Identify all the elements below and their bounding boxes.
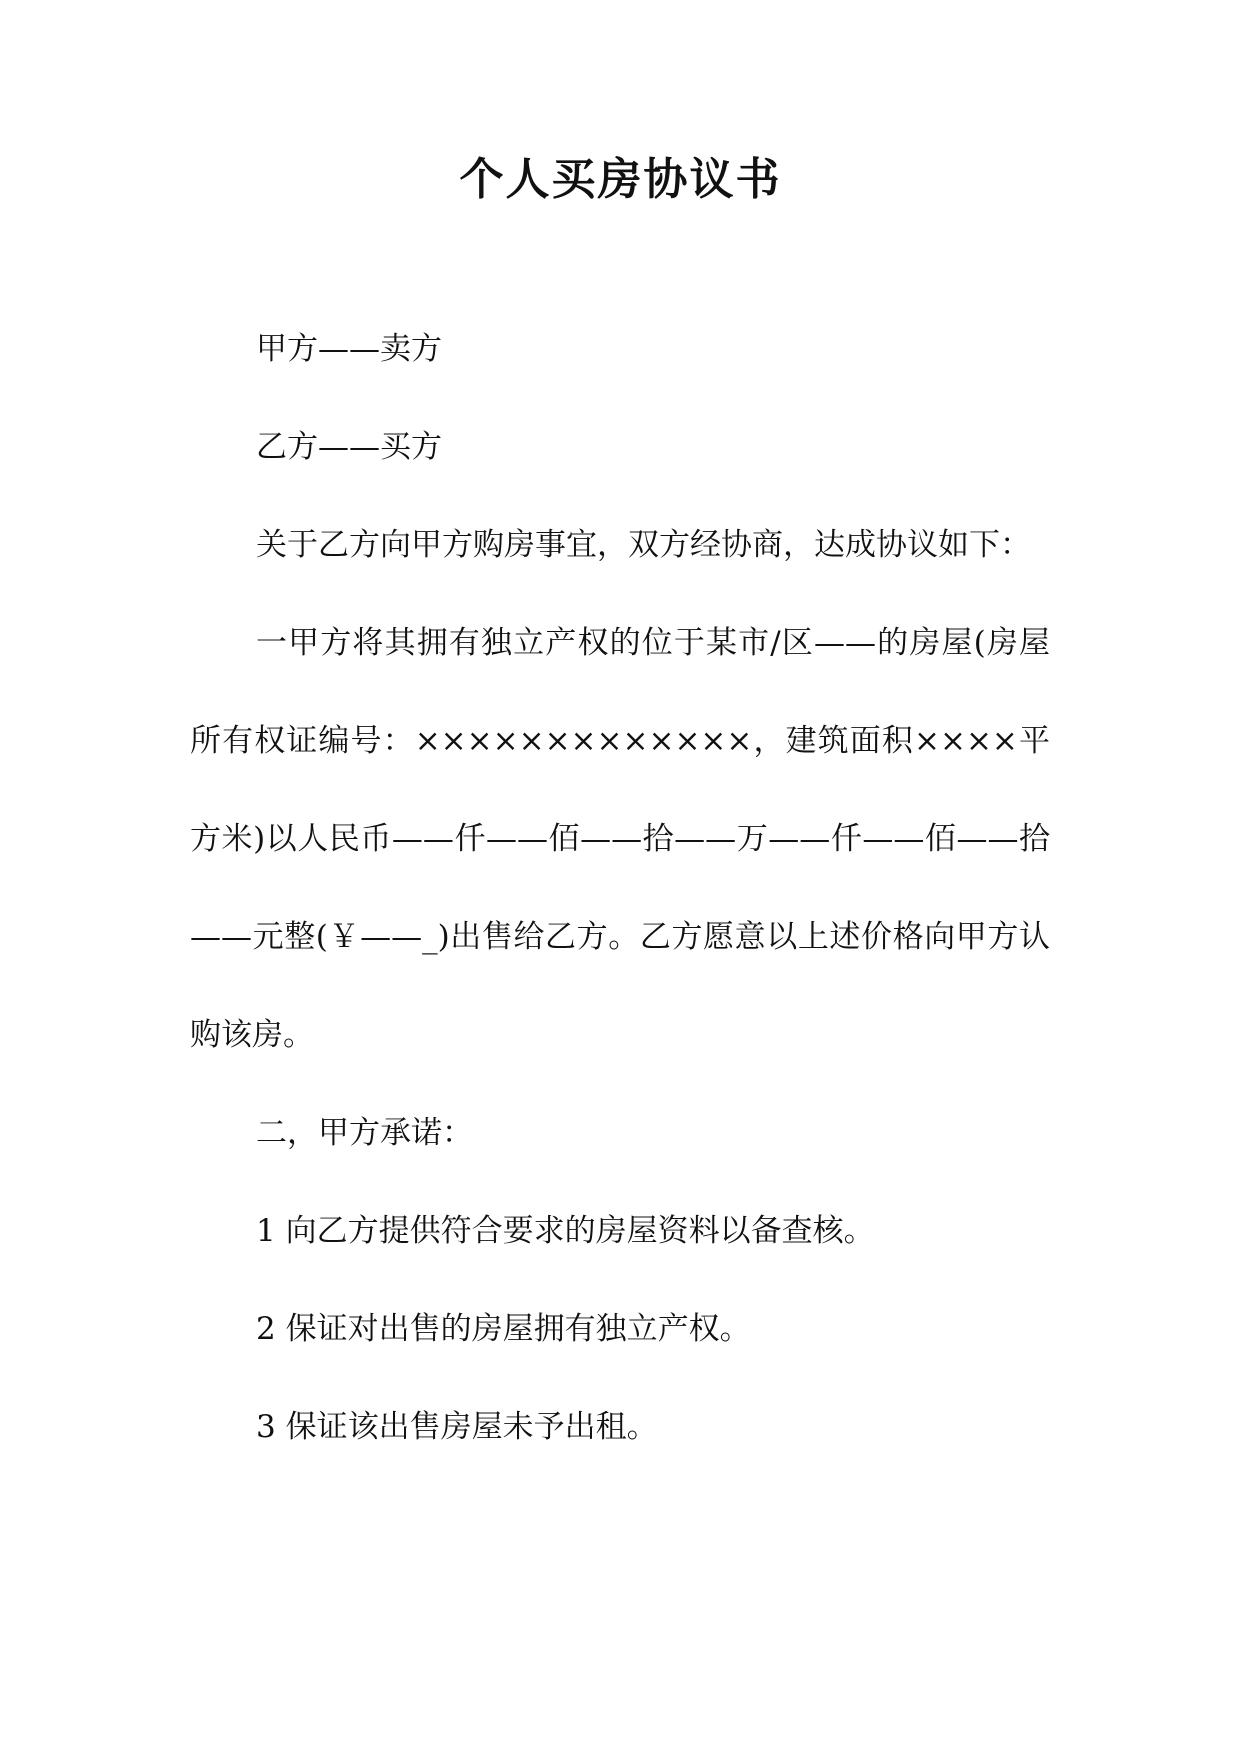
clause-two-heading: 二，甲方承诺： xyxy=(256,1115,473,1151)
promise-item-1: 1 向乙方提供符合要求的房屋资料以备查核。 xyxy=(256,1213,875,1249)
party-b-line: 乙方——买方 xyxy=(256,429,442,465)
party-a-line: 甲方——卖方 xyxy=(256,331,442,367)
promise-item-3: 3 保证该出售房屋未予出租。 xyxy=(256,1409,658,1445)
intro-paragraph: 关于乙方向甲方购房事宜，双方经协商，达成协议如下： xyxy=(256,527,1031,563)
document-title: 个人买房协议书 xyxy=(459,154,782,205)
document-body xyxy=(190,300,1050,1476)
promise-item-2: 2 保证对出售的房屋拥有独立产权。 xyxy=(256,1311,751,1347)
clause-one-paragraph: 一甲方将其拥有独立产权的位于某市/区——的房屋(房屋所有权证编号：×××××××××××××，建筑面积××××平方米)以人民币——仟——佰——拾——万——仟——佰——拾——元整(￥——_)出售给乙方。乙方愿意以上述价格向甲方认购该房。 xyxy=(190,625,1050,1053)
